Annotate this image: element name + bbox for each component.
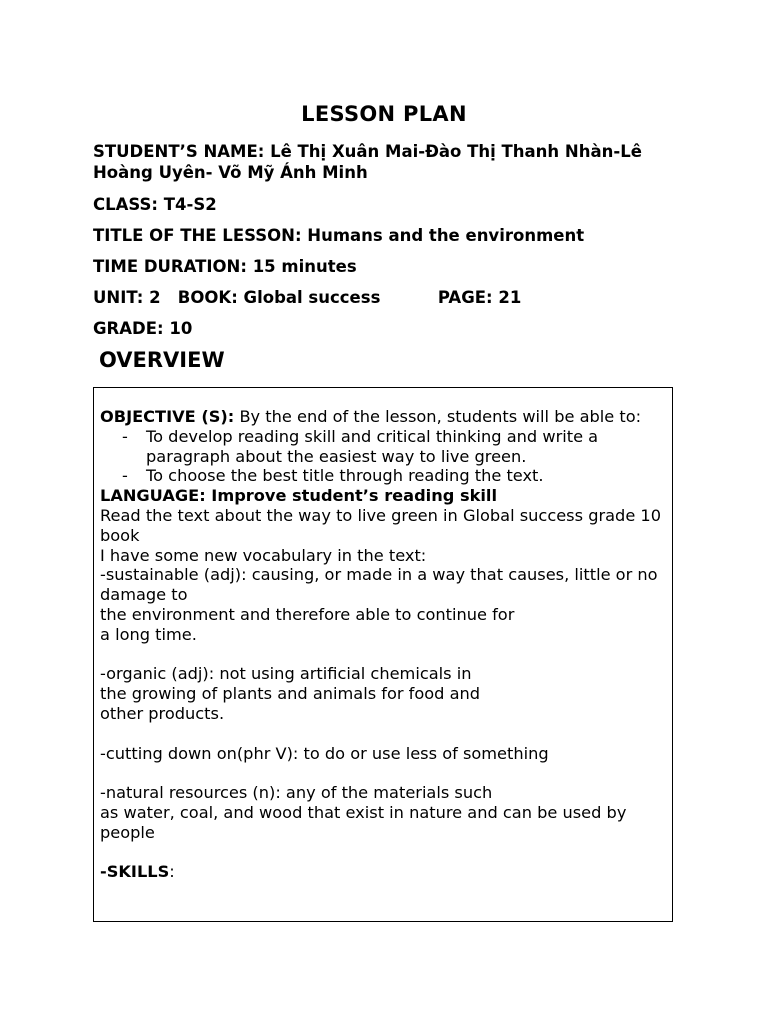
vocab-sustainable-line: -sustainable (adj): causing, or made in a way that causes, little or no damage to <box>100 565 658 605</box>
skills-line <box>100 862 668 882</box>
page-label: PAGE: <box>437 288 493 307</box>
student-name-label: STUDENT’S NAME: <box>93 142 265 161</box>
page-title: LESSON PLAN <box>301 102 467 126</box>
objective-item-text: To choose the best title through reading the text. <box>146 466 544 486</box>
vocab-sustainable-line: a long time. <box>100 624 197 644</box>
class-label: CLASS: <box>93 195 159 214</box>
vocab-intro: I have some new vocabulary in the text: <box>100 545 427 565</box>
book-value: Global success <box>243 288 381 307</box>
time-duration-value: 15 minutes <box>252 257 357 276</box>
read-text: Read the text about the way to live green in Global success grade 10 book <box>100 505 662 545</box>
lesson-title-value: Humans and the environment <box>307 226 585 245</box>
unit-value: 2 <box>149 288 161 307</box>
objective-item: - To develop reading skill and critical thinking and write a paragraph about the easiest way to live green. <box>122 426 599 466</box>
unit-label: UNIT: <box>93 288 144 307</box>
vocab-organic-line: -organic (adj): not using artificial chemicals in <box>100 664 472 684</box>
student-names: Lê Thị Xuân Mai-Đào Thị Thanh Nhàn-Lê Hoàng Uyên- Võ Mỹ Ánh Minh <box>93 142 642 182</box>
objective-item-text: To develop reading skill and critical thinking and write a paragraph about the easiest way to live green. <box>146 426 599 466</box>
objective-text: By the end of the lesson, students will be able to: <box>239 407 642 426</box>
lesson-title-line <box>93 225 584 246</box>
vocab-organic-line: other products. <box>100 703 225 723</box>
book-label: BOOK: <box>177 288 238 307</box>
vocab-natural-line: -natural resources (n): any of the materials such <box>100 783 493 803</box>
overview-box <box>93 387 673 922</box>
student-names-line <box>93 141 683 183</box>
vocab-sustainable-line: the environment and therefore able to continue for <box>100 604 515 624</box>
page-value: 21 <box>498 288 522 307</box>
grade-label: GRADE: <box>93 319 164 338</box>
overview-content <box>100 407 668 882</box>
overview-heading: OVERVIEW <box>99 348 225 372</box>
vocab-organic-line: the growing of plants and animals for food and <box>100 684 481 704</box>
vocab-cutting-line: -cutting down on(phr V): to do or use less of something <box>100 743 549 763</box>
time-duration-line <box>93 256 357 277</box>
time-duration-label: TIME DURATION: <box>93 257 247 276</box>
vocab-natural-line: as water, coal, and wood that exist in nature and can be used by people <box>100 802 627 842</box>
lesson-title-label: TITLE OF THE LESSON: <box>93 226 302 245</box>
objective-list <box>100 427 668 486</box>
skills-colon: : <box>169 862 175 882</box>
objective-label: OBJECTIVE (S): <box>100 407 235 426</box>
grade-value: 10 <box>169 319 193 338</box>
grade-line <box>93 318 192 339</box>
objective-item: - To choose the best title through reading the text. <box>122 466 544 486</box>
skills-label: -SKILLS <box>100 862 170 882</box>
language-heading: LANGUAGE: Improve student’s reading skill <box>100 486 498 506</box>
objective-paragraph <box>100 407 668 427</box>
class-line <box>93 194 217 215</box>
class-value: T4-S2 <box>163 195 217 214</box>
unit-book-page-line <box>93 287 521 308</box>
